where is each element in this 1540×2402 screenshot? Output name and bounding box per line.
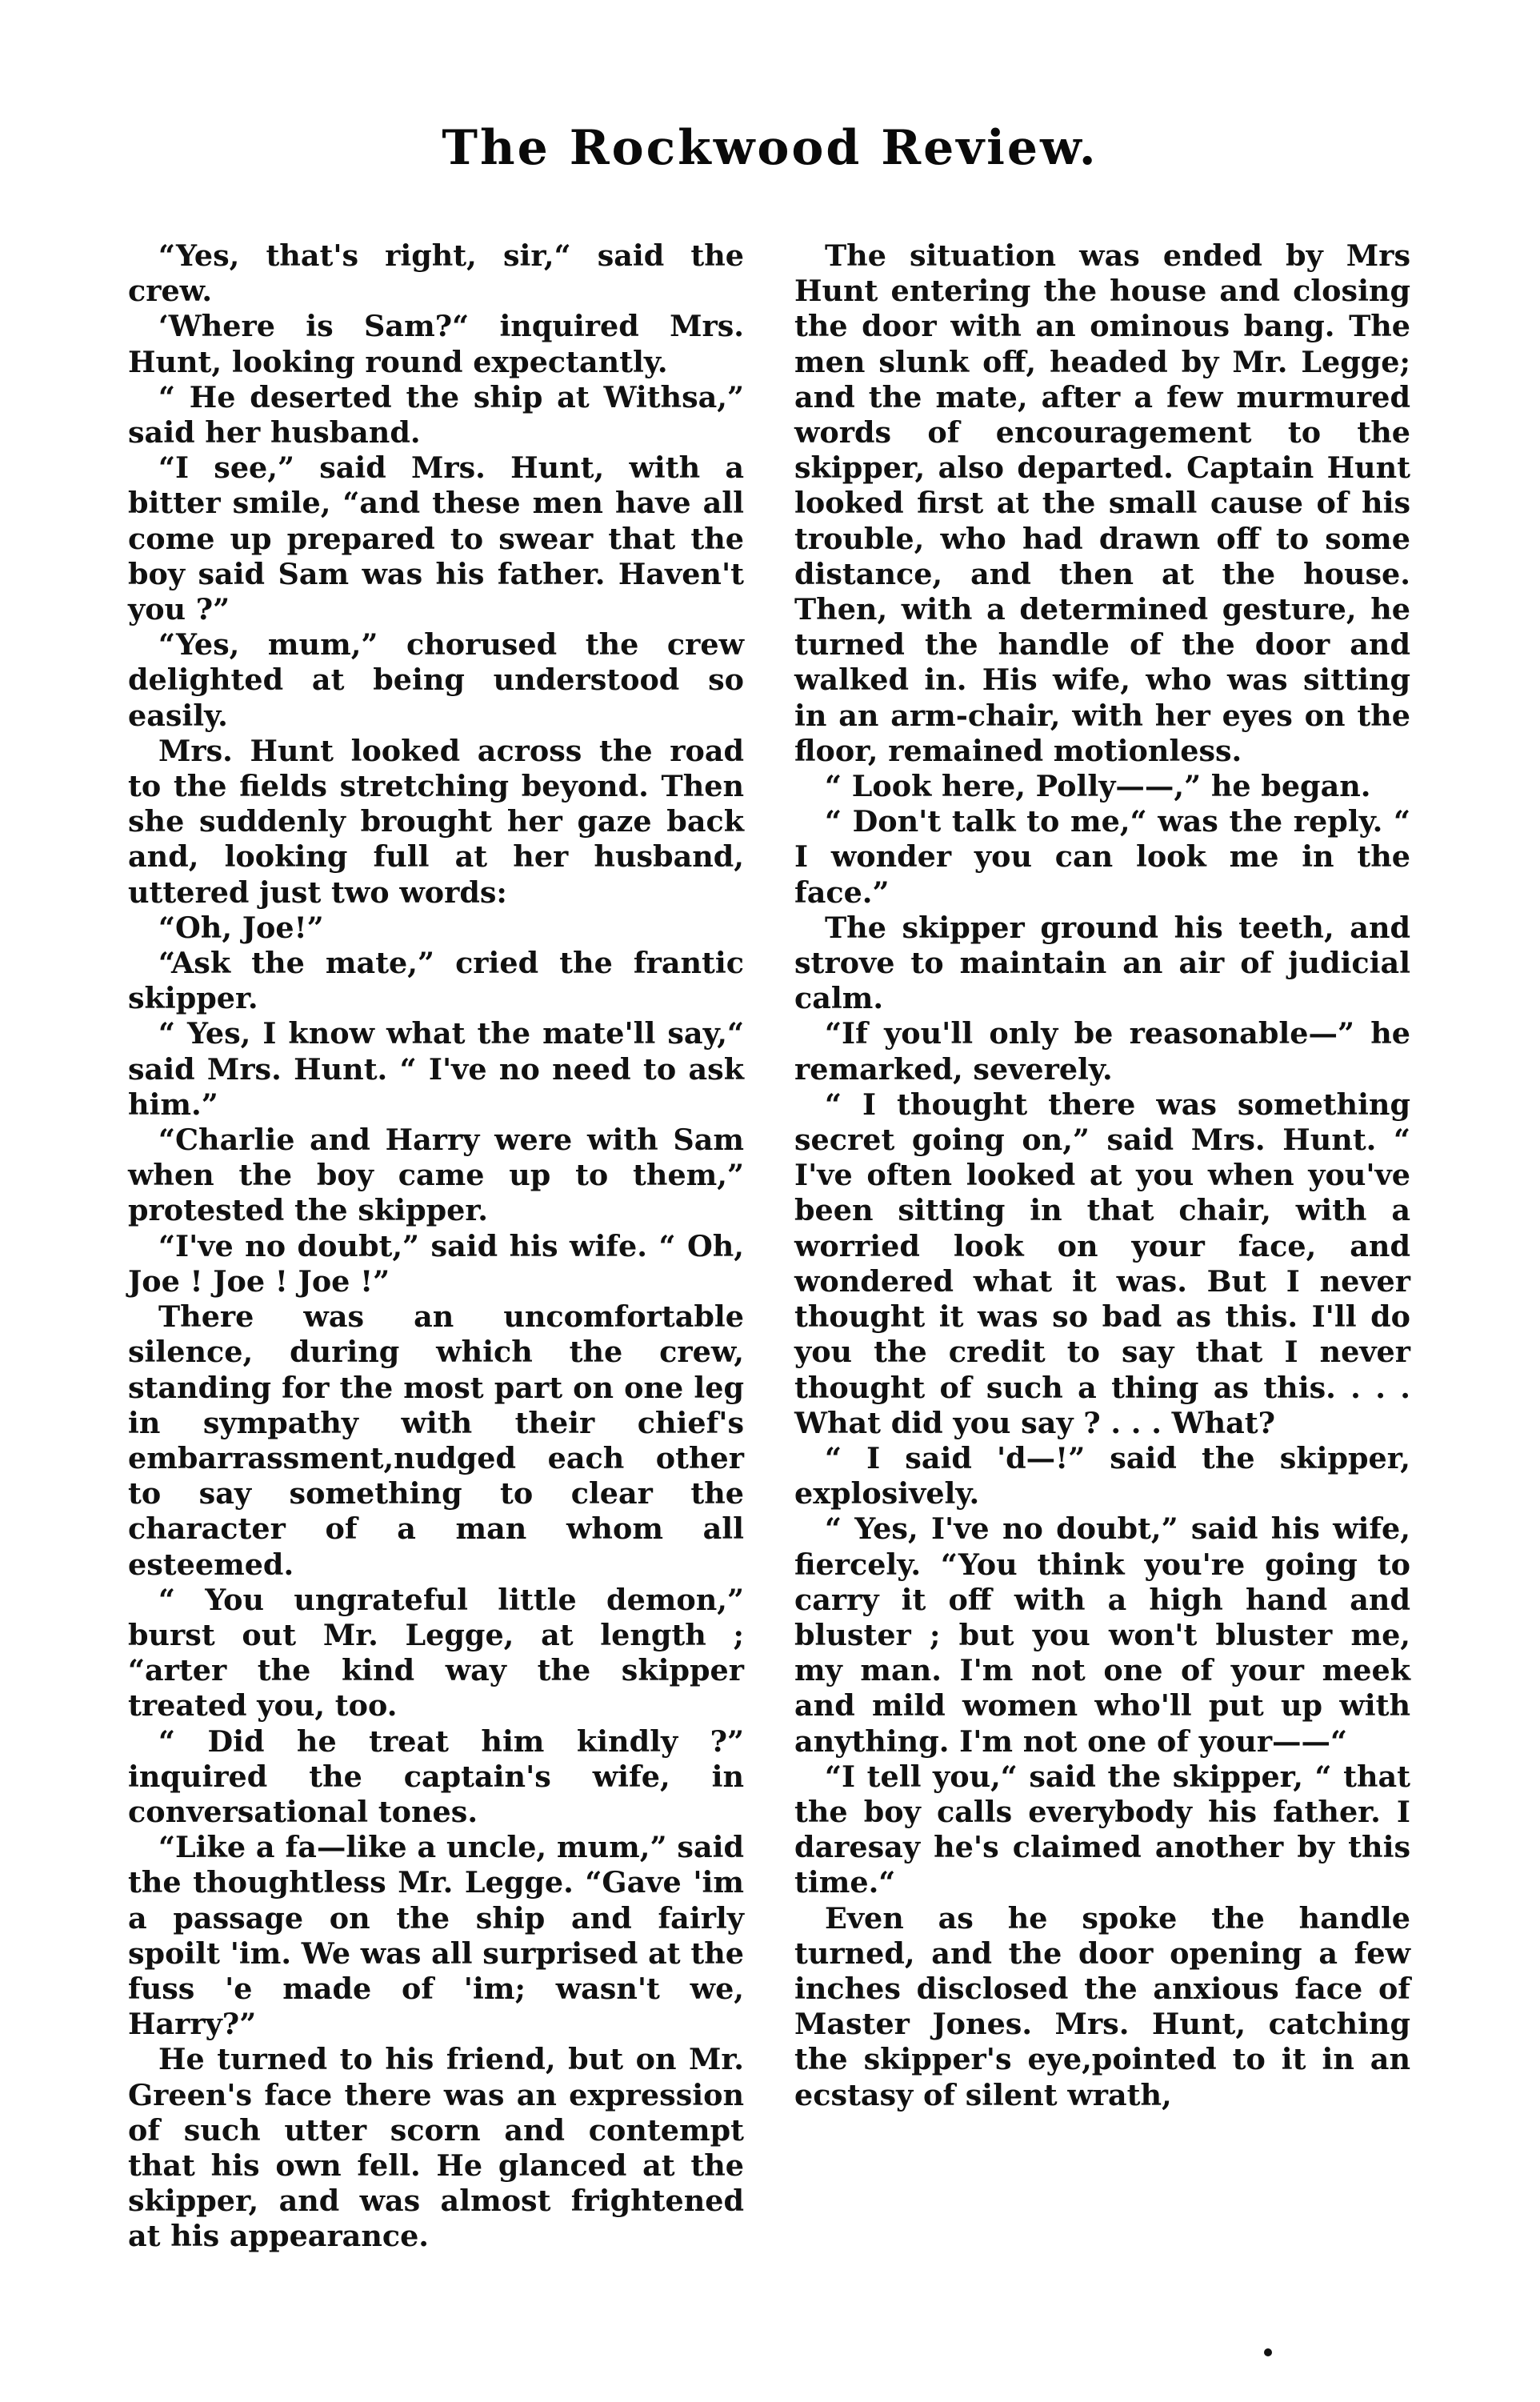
paragraph: “Yes, that's right, sir,“ said the crew.	[128, 238, 744, 309]
ink-dot	[1264, 2348, 1272, 2356]
paragraph: “Oh, Joe!”	[158, 910, 324, 945]
paragraph: “ You ungrateful little demon,” burst out Mr. Legge, at length ; “arter the kind way the skipper treated you, too.	[128, 1582, 744, 1723]
paragraph: He turned to his friend, but on Mr. Green's face there was an expression of such utter scorn and contempt that his own fell. He glanced at the skipper, and was almost frightened at his appearance.	[128, 2042, 744, 2254]
paragraph: “If you'll only be reasonable—” he remarked, severely.	[794, 1016, 1410, 1087]
paragraph: “ I thought there was something secret going on,” said Mrs. Hunt. “ I've often looked at you when you've been sitting in that chair, with a worried look on your face, and wondered what it was. But I never thought it was so bad as this. I'll do you the credit to say that I never thought of such a thing as this. . . . What did you say ? . . . What?	[794, 1087, 1410, 1440]
paragraph: “ Did he treat him kindly ?” inquired the captain's wife, in conversational tones.	[128, 1723, 744, 1829]
paragraph: The situation was ended by Mrs Hunt entering the house and closing the door with an ominous bang. The men slunk off, headed by Mr. Legge; and the mate, after a few murmured words of encouragement to the skipper, also departed. Captain Hunt looked first at the small cause of his trouble, who had drawn off to some distance, and then at the house. Then, with a determined gesture, he turned the handle of the door and walked in. His wife, who was sitting in an arm-chair, with her eyes on the floor, remained motionless.	[794, 238, 1410, 768]
paragraph: “ I said 'd—!” said the skipper, explosively.	[794, 1440, 1410, 1511]
paragraph: The skipper ground his teeth, and strove to maintain an air of judicial calm.	[794, 910, 1410, 1016]
paragraph: “ Yes, I know what the mate'll say,“ said Mrs. Hunt. “ I've no need to ask him.”	[128, 1016, 744, 1122]
masthead-title: The Rockwood Review.	[442, 120, 1098, 176]
paragraph: “Ask the mate,” cried the frantic skipper.	[128, 946, 744, 1016]
paragraph: “Like a fa—like a uncle, mum,” said the thoughtless Mr. Legge. “Gave 'im a passage on the ship and fairly spoilt 'im. We was all surprised at the fuss 'e made of 'im; wasn't we, Harry?”	[128, 1830, 744, 2042]
left-column	[128, 238, 744, 2255]
paragraph: “I tell you,“ said the skipper, “ that the boy calls everybody his father. I daresay he's claimed another by this time.“	[794, 1759, 1410, 1900]
paragraph: “Yes, mum,” chorused the crew delighted at being understood so easily.	[128, 627, 744, 733]
paragraph: “I see,” said Mrs. Hunt, with a bitter smile, “and these men have all come up prepared to swear that the boy said Sam was his father. Haven't you ?”	[128, 450, 744, 627]
right-column	[794, 238, 1410, 2113]
paragraph: Even as he spoke the handle turned, and the door opening a few inches disclosed the anxious face of Master Jones. Mrs. Hunt, catching the skipper's eye,pointed to it in an ecstasy of silent wrath,	[794, 1900, 1410, 2112]
paragraph: “Charlie and Harry were with Sam when the boy came up to them,” protested the skipper.	[128, 1123, 744, 1228]
paragraph: ‘Where is Sam?“ inquired Mrs. Hunt, looking round expectantly.	[128, 309, 744, 379]
paragraph: “ Look here, Polly——,” he began.	[825, 769, 1371, 804]
paragraph: There was an uncomfortable silence, during which the crew, standing for the most part on one leg in sympathy with their chief's embarrassment,nudged each other to say something to clear the character of a man whom all esteemed.	[128, 1299, 744, 1582]
paragraph: “ He deserted the ship at Withsa,” said her husband.	[128, 379, 744, 450]
paragraph: Mrs. Hunt looked across the road to the fields stretching beyond. Then she suddenly brought her gaze back and, looking full at her husband, uttered just two words:	[128, 733, 744, 910]
paragraph: “ Don't talk to me,“ was the reply. “ I wonder you can look me in the face.”	[794, 804, 1410, 910]
paragraph: “ Yes, I've no doubt,” said his wife, fiercely. “You think you're going to carry it off with a high hand and bluster ; but you won't bluster me, my man. I'm not one of your meek and mild women who'll put up with anything. I'm not one of your——“	[794, 1511, 1410, 1759]
paragraph: “I've no doubt,” said his wife. “ Oh, Joe ! Joe ! Joe !”	[128, 1228, 744, 1299]
